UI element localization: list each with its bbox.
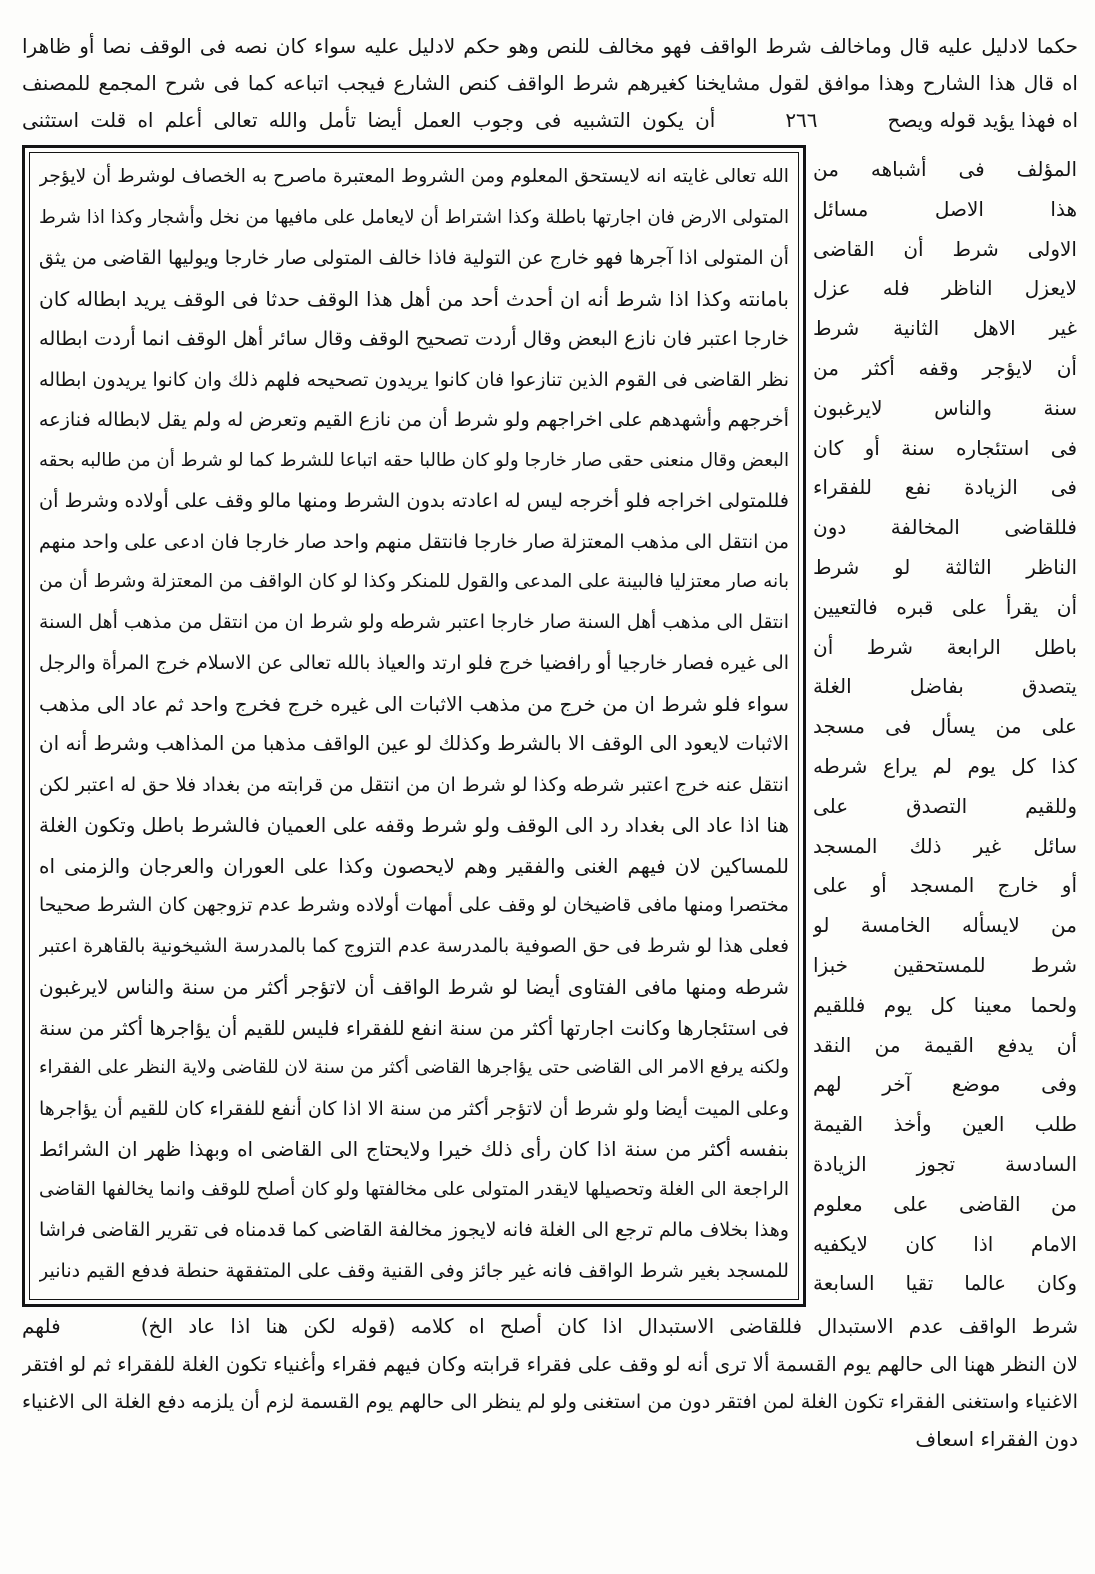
main-text-line: الى غيره فصار خارجيا أو رافضيا خرج فلو ارتد والعياذ بالله تعالى عن الاسلام خرج المرأة والرجل xyxy=(39,652,789,674)
main-text-line: خارجا اعتبر فان نازع البعض وقال أردت تصحيح الوقف وقال سائر أهل الوقف انما أردت ابطاله xyxy=(39,327,789,350)
main-text-line: انتقل الى مذهب أهل السنة صار خارجا اعتبر شرطه ولو شرط ان من انتقل من مذهب أهل السنة xyxy=(39,611,789,633)
main-text-line: الراجعة الى الغلة وتحصيلها لايقدر المتولى على مخالفتها ولو كان أصلح للوقف وانما يخالفها القاضى xyxy=(39,1178,789,1200)
main-text-line: سواء فلو شرط ان من خرج من مذهب الاثبات الى غيره خرج فخرج واحد ثم عاد الى مذهب xyxy=(39,691,789,716)
top-note-line-start: اه فهذا يؤيد قوله ويصح xyxy=(887,108,1078,132)
main-text-line: فعلى هذا لو شرط فى حق الصوفية بالمدرسة عدم التزوج كما بالمدرسة الشيخونية بالقاهرة اعتبر xyxy=(39,935,789,957)
side-note-line: أن لايؤجر وقفه أكثر من xyxy=(813,355,1077,380)
main-text-line: المتولى الارض فان اجارتها باطلة وكذا اشتراط أن لايعامل على مافيها من نخل وأشجار وكذا اذا شرط xyxy=(39,206,789,228)
hashiya-side-column xyxy=(813,150,1077,1304)
main-text-line: فى استئجارها وكانت اجارتها أكثر من سنة انفع للفقراء فليس للقيم أن يؤاجرها أكثر من سنة xyxy=(39,1015,789,1040)
main-text-line: بنفسه أكثر من سنة اذا كان رأى ذلك خيرا ولايحتاج الى القاضى اه وبهذا ظهر ان الشرائط xyxy=(39,1137,789,1161)
side-note-line: فى الزيادة نفع للفقراء xyxy=(813,475,1077,500)
bottom-note-line: الاغنياء واستغنى الفقراء تكون الغلة لمن افتقر دون من استغنى ولو لم ينظر الى حالهم يوم القسمة لزم أن يلزمه دفع الغلة الى الاغنياء xyxy=(22,1390,1078,1413)
side-note-line: أن يدفع القيمة من النقد xyxy=(813,1032,1077,1057)
main-text-line: للمسجد بغير شرط الواقف فانه غير جائز وفى القنية وقف على المتفقهة حنطة فدفع القيم دنانير xyxy=(39,1259,789,1282)
side-note-line: السادسة تجوز الزيادة xyxy=(813,1151,1077,1176)
bottom-note-line: دون الفقراء اسعاف xyxy=(915,1426,1078,1451)
main-text-line: نظر القاضى فى القوم الذين تنازعوا فان كانوا يريدون تصحيحه فلهم ذلك وان كانوا يريدون ابطاله xyxy=(39,368,789,391)
side-note-line: على من يسأل فى مسجد xyxy=(813,714,1077,739)
main-text-line: أن المتولى اذا آجرها فهو خارج عن التولية فاذا خالف المتولى صار خارجا ويوليها القاضى من يثق xyxy=(39,246,789,269)
bottom-note-line-text: شرط الواقف عدم الاستبدال فللقاضى الاستبدال اذا كان أصلح اه كلامه (قوله لكن هنا اذا عاد الخ) xyxy=(140,1314,1078,1338)
main-text-line: الله تعالى غايته انه لايستحق المعلوم ومن الشروط المعتبرة ماصرح به الخصاف لوشرط أن لايؤجر xyxy=(39,166,789,187)
top-note-line: حكما لادليل عليه قال وماخالف شرط الواقف فهو مخالف للنص وهو حكم لادليل عليه سواء كان نصه فى الوقف نصا أو ظاهرا xyxy=(22,34,1078,58)
main-text-line: وعلى الميت أيضا ولو شرط أن لاتؤجر أكثر من سنة الا اذا كان أنفع للفقراء كان للقيم أن يؤاجرها xyxy=(39,1097,789,1120)
side-note-line: وللقيم التصدق على xyxy=(813,793,1077,818)
side-note-line: من القاضى على معلوم xyxy=(813,1191,1077,1216)
hashiya-top xyxy=(22,28,1078,139)
main-text-line: بامانته وكذا اذا شرط أنه ان أحدث أحد من أهل هذا الوقف حدثا فى الوقف يريد ابطاله كان xyxy=(39,286,789,311)
side-note-line: سائل غير ذلك المسجد xyxy=(813,833,1077,858)
bottom-note-line xyxy=(22,1308,1078,1346)
main-text-line: البعض وقال منعنى حقى صار خارجا ولو كان طالبا حقه اتباعا للشرط كما لو شرط أن من طالبه بحقه xyxy=(39,449,789,471)
side-note-line: من لايسأله الخامسة لو xyxy=(813,913,1077,938)
side-note-line: الاولى شرط أن القاضى xyxy=(813,236,1077,261)
side-note-line: غير الاهل الثانية شرط xyxy=(813,316,1077,341)
main-text-body xyxy=(29,152,799,1300)
side-note-line: يتصدق بفاضل الغلة xyxy=(813,674,1077,699)
main-text-line: هنا اذا عاد الى بغداد رد الى الوقف ولو شرط وقفه على العميان فالشرط باطل وتكون الغلة xyxy=(39,813,789,837)
top-note-line-end: أن يكون التشبيه فى وجوب العمل أيضا تأمل والله تعالى أعلم اه قلت استثنى xyxy=(22,108,716,132)
side-note-line: الامام اذا كان لايكفيه xyxy=(813,1231,1077,1256)
top-note-line: اه قال هذا الشارح وهذا موافق لقول مشايخنا كغيرهم شرط الواقف كنص الشارع فيجب اتباعه كما فى شرح المجمع للمصنف xyxy=(22,71,1078,95)
side-note-line: ولحما معينا كل يوم فللقيم xyxy=(813,992,1077,1017)
side-note-line: وفى موضع آخر لهم xyxy=(813,1072,1077,1097)
side-note-line: سنة والناس لايرغبون xyxy=(813,395,1077,420)
side-note-line: وكان عالما تقيا السابعة xyxy=(813,1271,1077,1296)
main-text-line: من انتقل الى مذهب المعتزلة صار خارجا فانتقل منهم واحد صار خارجا فان ادعى على واحد منهم xyxy=(39,530,789,553)
side-note-line: باطل الرابعة شرط أن xyxy=(813,634,1077,659)
side-note-line: فللقاضى المخالفة دون xyxy=(813,515,1077,540)
main-text-line: فللمتولى اخراجه فلو أخرجه ليس له اعادته بدون الشرط ومنها مالو وقف على أولاده وشرط أن xyxy=(39,489,789,512)
bottom-note-line: لان النظر ههنا الى حالهم يوم القسمة ألا ترى أنه لو وقف على فقراء قرابته وكان فيهم فقراء وأغنياء تكون الغلة للفقراء ثم لو افتقر xyxy=(22,1352,1078,1376)
main-text-frame xyxy=(22,145,806,1307)
side-note-line: هذا الاصل مسائل xyxy=(813,196,1077,221)
top-note-line xyxy=(22,102,1078,139)
main-text-line: انتقل عنه خرج اعتبر شرطه وكذا لو شرط ان من انتقل من قرابته من بغداد فلا حق له اعتبر لكن xyxy=(39,773,789,796)
side-note-line: شرط للمستحقين خبزا xyxy=(813,952,1077,977)
main-text-line: بانه صار معتزليا فالبينة على المدعى والقول للمنكر وكذا لو كان الواقف من المعتزلة وشرط أن من xyxy=(39,571,789,592)
side-note-line: أو خارج المسجد أو على xyxy=(813,873,1077,898)
side-note-line: الناظر الثالثة لو شرط xyxy=(813,554,1077,579)
hashiya-bottom xyxy=(22,1308,1078,1458)
side-note-line: لايعزل الناظر فله عزل xyxy=(813,276,1077,301)
bottom-note-line-end: فلهم xyxy=(22,1314,61,1338)
side-note-line: أن يقرأ على قبره فالتعيين xyxy=(813,594,1077,619)
main-text-line: وهذا بخلاف مالم ترجع الى الغلة فانه لايجوز مخالفة القاضى كما قدمناه فى تقرير القاضى فراشا xyxy=(39,1219,789,1241)
main-text-line: ولكنه يرفع الامر الى القاضى حتى يؤاجرها القاضى أكثر من سنة لان للقاضى ولاية النظر على الفقراء xyxy=(39,1057,789,1078)
main-text-line: للمساكين لان فيهم الغنى والفقير وهم لايحصون وكذا على العوران والعرجان والزمنى اه xyxy=(39,853,789,878)
side-note-line: المؤلف فى أشباهه من xyxy=(813,157,1077,181)
page-number: ٢٦٦ xyxy=(785,108,818,132)
main-text-line: الاثبات لايعود الى الوقف الا بالشرط وكذلك لو عين الواقف مذهبا من المذاهب وشرط أنه ان xyxy=(39,732,789,755)
side-note-line: فى استئجاره سنة أو كان xyxy=(813,435,1077,460)
side-note-line: طلب العين وأخذ القيمة xyxy=(813,1112,1077,1137)
side-note-line: كذا كل يوم لم يراع شرطه xyxy=(813,753,1077,778)
main-text-line: أخرجهم وأشهدهم على اخراجهم ولو شرط أن من نازع القيم وتعرض له ولم يقل لابطاله فنازعه xyxy=(39,408,789,431)
main-text-line: شرطه ومنها مافى الفتاوى أيضا لو شرط الواقف أن لاتؤجر أكثر من سنة والناس لايرغبون xyxy=(39,975,789,999)
main-text-line: مختصرا ومنها مافى قاضيخان لو وقف على أمهات أولاده وشرط عدم تزوجهن كان الشرط صحيحا xyxy=(39,895,789,916)
